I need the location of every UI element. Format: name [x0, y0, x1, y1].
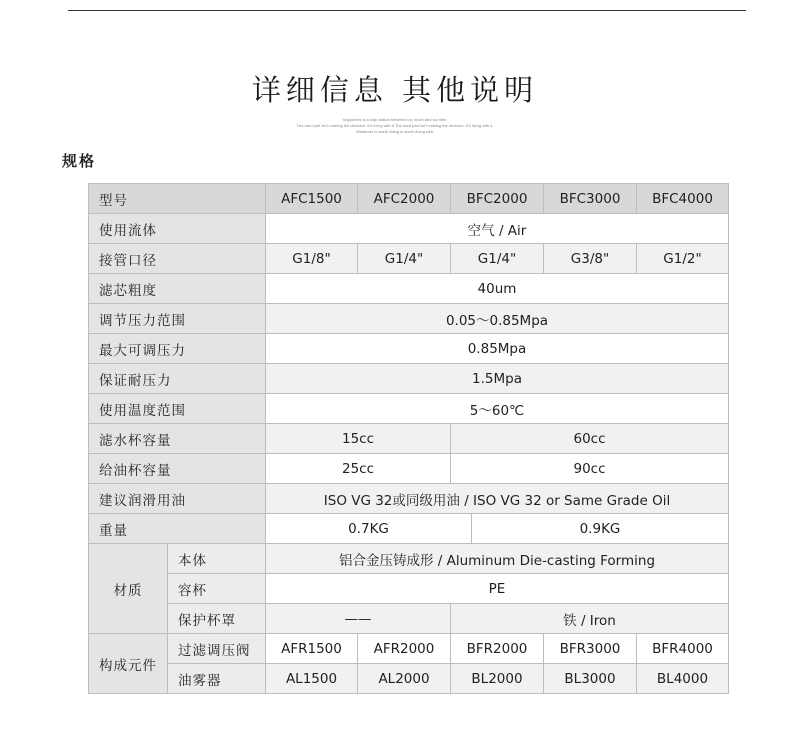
cell: 60cc: [451, 424, 729, 454]
cell: 0.05～0.85Mpa: [266, 304, 729, 334]
model-cell: BFC3000: [544, 184, 637, 214]
table-row: [89, 664, 729, 694]
subtitle-line: Whatever is worth doing is worth doing well.: [356, 129, 434, 134]
cell: 5～60℃: [266, 394, 729, 424]
row-label: 接管口径: [89, 244, 266, 274]
row-label: 建议润滑用油: [89, 484, 266, 514]
cell: 铝合金压铸成形 / Aluminum Die-casting Forming: [266, 544, 729, 574]
row-label: 使用温度范围: [89, 394, 266, 424]
row-label: 最大可调压力: [89, 334, 266, 364]
table-row: [89, 274, 729, 304]
row-label: 保护杯罩: [168, 604, 266, 634]
cell: 90cc: [451, 454, 729, 484]
row-label: 过滤调压阀: [168, 634, 266, 664]
cell: G1/8": [266, 244, 358, 274]
group-label: 材质: [89, 544, 168, 634]
subtitle-line: Happiness is a way station between too much and too little.: [342, 117, 448, 122]
subtitle-line: The hard part isn't making the decision. It's living with it.The hard part isn't making the decision. It's living with it.: [296, 123, 494, 128]
cell: 0.7KG: [266, 514, 472, 543]
table-row: [89, 544, 729, 574]
table-row: [89, 364, 729, 394]
row-label: 本体: [168, 544, 266, 574]
model-cell: BFC2000: [451, 184, 544, 214]
table-row: [89, 604, 729, 634]
weight-cells: [266, 514, 729, 544]
cell: PE: [266, 574, 729, 604]
table-row: [89, 484, 729, 514]
row-label: 油雾器: [168, 664, 266, 694]
table-row: [89, 214, 729, 244]
cell: BL2000: [451, 664, 544, 694]
model-cell: AFC2000: [358, 184, 451, 214]
cell: 0.85Mpa: [266, 334, 729, 364]
cell: BFR3000: [544, 634, 637, 664]
page-title: 详细信息 其他说明: [251, 73, 539, 107]
section-heading: 规格: [62, 152, 97, 170]
model-cell: AFC1500: [266, 184, 358, 214]
divider: [68, 10, 746, 11]
cell: G1/4": [358, 244, 451, 274]
row-label: 容杯: [168, 574, 266, 604]
table-row: [89, 574, 729, 604]
table-row: [89, 634, 729, 664]
row-label: 型号: [89, 184, 266, 214]
cell: AL2000: [358, 664, 451, 694]
table-row: [89, 334, 729, 364]
cell: 1.5Mpa: [266, 364, 729, 394]
row-label: 给油杯容量: [89, 454, 266, 484]
cell: AL1500: [266, 664, 358, 694]
row-label: 保证耐压力: [89, 364, 266, 394]
table-row: [89, 304, 729, 334]
row-label: 调节压力范围: [89, 304, 266, 334]
group-label: 构成元件: [89, 634, 168, 694]
cell: 空气 / Air: [266, 214, 729, 244]
cell: ——: [266, 604, 451, 634]
table-row: [89, 394, 729, 424]
cell: ISO VG 32或同级用油 / ISO VG 32 or Same Grade Oil: [266, 484, 729, 514]
cell: 铁 / Iron: [451, 604, 729, 634]
model-cell: BFC4000: [637, 184, 729, 214]
table-row: [89, 244, 729, 274]
table-row: [89, 424, 729, 454]
row-label: 滤芯粗度: [89, 274, 266, 304]
cell: G3/8": [544, 244, 637, 274]
cell: 15cc: [266, 424, 451, 454]
cell: AFR1500: [266, 634, 358, 664]
cell: 40um: [266, 274, 729, 304]
cell: 0.9KG: [579, 520, 621, 537]
cell: G1/2": [637, 244, 729, 274]
cell: BL4000: [637, 664, 729, 694]
cell: BFR2000: [451, 634, 544, 664]
cell: AFR2000: [358, 634, 451, 664]
cell: BL3000: [544, 664, 637, 694]
table-row: [89, 514, 729, 544]
row-label: 滤水杯容量: [89, 424, 266, 454]
table-row: [89, 454, 729, 484]
cell: G1/4": [451, 244, 544, 274]
row-label: 使用流体: [89, 214, 266, 244]
cell: BFR4000: [637, 634, 729, 664]
row-label: 重量: [89, 514, 266, 544]
spec-table: [88, 183, 729, 694]
table-row: [89, 184, 729, 214]
cell: 25cc: [266, 454, 451, 484]
